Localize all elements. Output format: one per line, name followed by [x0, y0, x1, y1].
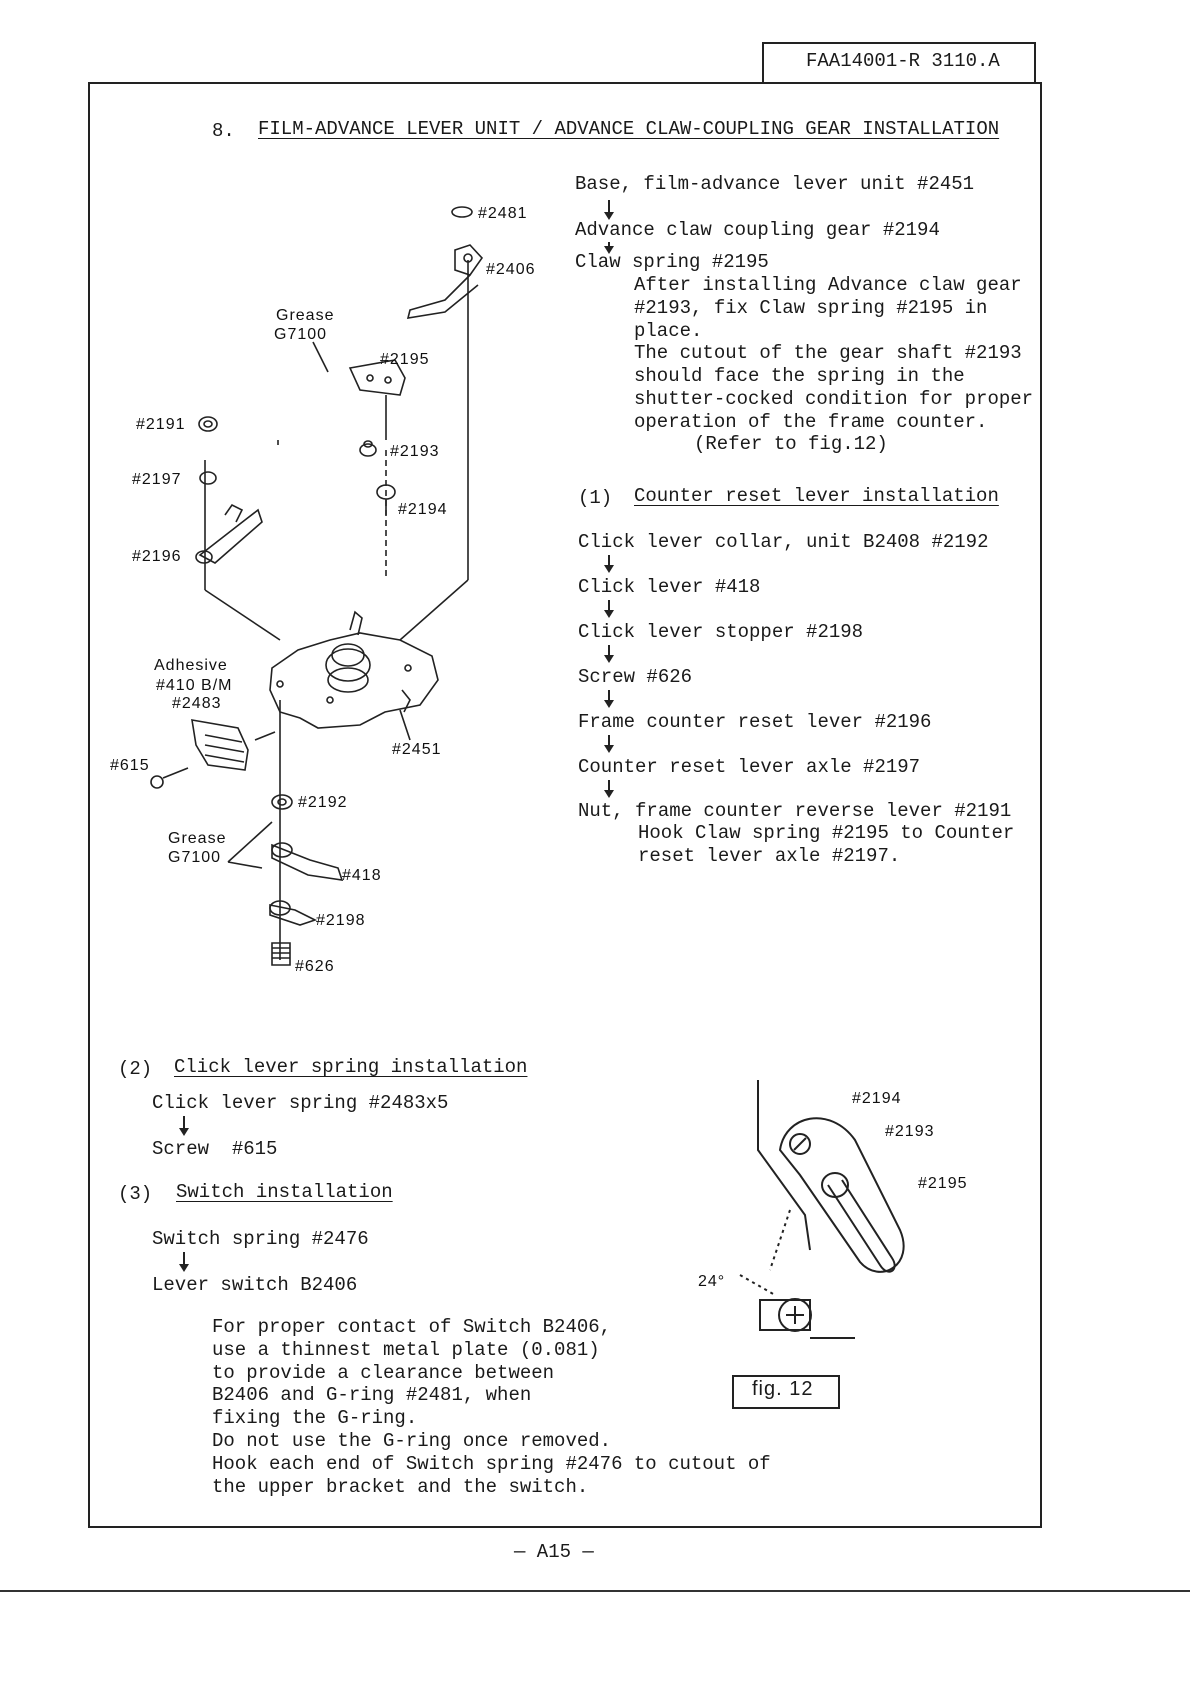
subsection-title: Click lever spring installation [174, 1056, 528, 1078]
arrow-icon [183, 1252, 185, 1270]
step-coupling-gear: Advance claw coupling gear #2194 [575, 219, 940, 241]
part-label: #2451 [392, 741, 442, 758]
step-claw-spring: Claw spring #2195 [575, 251, 769, 273]
arrow-icon [608, 200, 610, 218]
note-line: the upper bracket and the switch. [212, 1476, 589, 1498]
part-label: #2406 [486, 261, 536, 278]
refer-note: (Refer to fig.12) [694, 433, 888, 455]
page-number: — A15 — [514, 1541, 594, 1563]
adhesive-label: #410 B/M [156, 677, 233, 694]
note-line: shutter-cocked condition for proper [634, 388, 1034, 410]
step-item: Switch spring #2476 [152, 1228, 369, 1250]
step-item: Screw #615 [152, 1138, 278, 1160]
note-line: For proper contact of Switch B2406, [212, 1316, 612, 1338]
part-label: #418 [342, 867, 382, 884]
note-line: operation of the frame counter. [634, 411, 988, 433]
section-title: FILM-ADVANCE LEVER UNIT / ADVANCE CLAW-COUPLING GEAR INSTALLATION [258, 118, 1000, 140]
part-label: #2193 [885, 1123, 935, 1140]
part-label: #2197 [132, 471, 182, 488]
angle-label: 24° [698, 1273, 726, 1290]
part-label: #2483 [172, 695, 222, 712]
arrow-icon [608, 780, 610, 796]
section-number: 8. [212, 120, 235, 142]
note-line: Hook Claw spring #2195 to Counter [638, 822, 1015, 844]
part-label: #2193 [390, 443, 440, 460]
part-label: #2195 [380, 351, 430, 368]
note-line: Hook each end of Switch spring #2476 to cutout of [212, 1453, 771, 1475]
note-line: fixing the G-ring. [212, 1407, 418, 1429]
grease-label: G7100 [168, 849, 222, 866]
bottom-rule [0, 1590, 1190, 1592]
note-line: Do not use the G-ring once removed. [212, 1430, 612, 1452]
step-item: Click lever collar, unit B2408 #2192 [578, 531, 989, 553]
note-line: to provide a clearance between [212, 1362, 555, 1384]
step-item: Click lever #418 [578, 576, 761, 598]
part-label: #2192 [298, 794, 348, 811]
exploded-diagram [100, 180, 560, 1000]
doc-code: FAA14001-R 3110.A [806, 50, 1000, 72]
note-line: should face the spring in the [634, 365, 965, 387]
part-label: #2194 [398, 501, 448, 518]
adhesive-label: Adhesive [154, 657, 228, 674]
step-base-lever-unit: Base, film-advance lever unit #2451 [575, 173, 975, 195]
subsection-number: (2) [118, 1058, 153, 1080]
part-label: #2194 [852, 1090, 902, 1107]
fig12-diagram [690, 1075, 990, 1345]
part-label: #2195 [918, 1175, 968, 1192]
note-line: #2193, fix Claw spring #2195 in [634, 297, 988, 319]
note-line: B2406 and G-ring #2481, when [212, 1384, 532, 1406]
arrow-icon [608, 645, 610, 661]
part-label: #2481 [478, 205, 528, 222]
step-item: Frame counter reset lever #2196 [578, 711, 932, 733]
step-item: Click lever spring #2483x5 [152, 1092, 449, 1114]
step-item: Lever switch B2406 [152, 1274, 358, 1296]
subsection-number: (1) [578, 487, 613, 509]
arrow-icon [183, 1116, 185, 1134]
fig-caption: fig. 12 [752, 1378, 814, 1400]
arrow-icon [608, 690, 610, 706]
part-label: #615 [110, 757, 150, 774]
step-item: Nut, frame counter reverse lever #2191 [578, 800, 1012, 822]
step-item: Screw #626 [578, 666, 693, 688]
note-line: use a thinnest metal plate (0.081) [212, 1339, 600, 1361]
part-label: #2191 [136, 416, 186, 433]
arrow-icon [608, 735, 610, 751]
subsection-number: (3) [118, 1183, 153, 1205]
step-item: Click lever stopper #2198 [578, 621, 864, 643]
part-label: #626 [295, 958, 335, 975]
note-line: reset lever axle #2197. [638, 845, 901, 867]
arrow-icon [608, 600, 610, 616]
grease-label: G7100 [274, 326, 328, 343]
note-line: The cutout of the gear shaft #2193 [634, 342, 1022, 364]
subsection-title: Counter reset lever installation [634, 485, 999, 507]
note-line: After installing Advance claw gear [634, 274, 1022, 296]
subsection-title: Switch installation [176, 1181, 393, 1203]
arrow-icon [608, 555, 610, 571]
note-line: place. [634, 320, 703, 342]
grease-label: Grease [276, 307, 335, 324]
part-label: #2198 [316, 912, 366, 929]
part-label: #2196 [132, 548, 182, 565]
step-item: Counter reset lever axle #2197 [578, 756, 921, 778]
grease-label: Grease [168, 830, 227, 847]
